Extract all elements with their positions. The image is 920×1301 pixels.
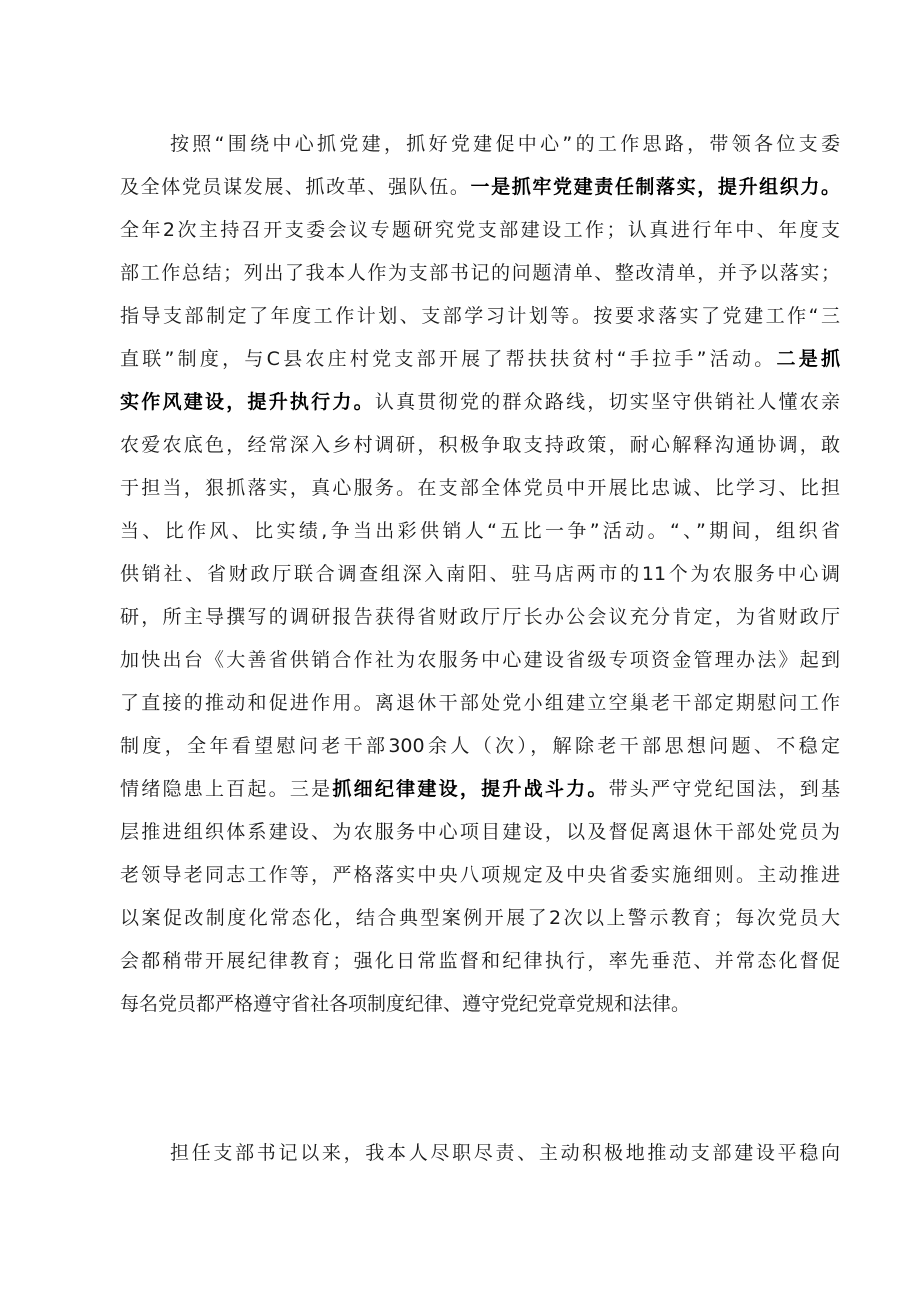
text-run: 了直接的推动和促进作用。离退休干部处党小组建立空巢老干部定期慰问工作	[120, 692, 840, 714]
paragraph-line	[120, 385, 840, 419]
paragraph-line	[120, 514, 840, 548]
bold-text-run: 抓细纪律建设，提升战斗力。	[332, 778, 609, 800]
paragraph-line	[120, 901, 840, 935]
text-run: 担任支部书记以来，我本人尽职尽责、主动积极地推动支部建设平稳向	[170, 1142, 840, 1164]
text-run: 加快出台《大善省供销合作社为农服务中心建设省级专项资金管理办法》起到	[120, 649, 840, 671]
paragraph-line	[120, 299, 840, 333]
paragraph-line	[120, 600, 840, 634]
text-run: 于担当，狠抓落实，真心服务。在支部全体党员中开展比忠诚、比学习、比担	[120, 477, 840, 499]
paragraph-line	[120, 342, 840, 376]
text-run: 带头严守党纪国法，到基	[608, 778, 840, 800]
paragraph-line	[120, 858, 840, 892]
text-run: 会都稍带开展纪律教育；强化日常监督和纪律执行，率先垂范、并常态化督促	[120, 950, 840, 972]
text-run: 当、比作风、比实绩,争当出彩供销人“五比一争”活动。“、”期间，组织省	[120, 520, 840, 542]
paragraph-line	[120, 256, 840, 290]
text-run: 及全体党员谋发展、抓改革、强队伍。	[120, 176, 471, 198]
text-run: 全年2次主持召开支委会议专题研究党支部建设工作；认真进行年中、年度支	[120, 219, 840, 241]
text-run: 制度，全年看望慰问老干部300余人（次），解除老干部思想问题、不稳定	[120, 735, 840, 757]
text-run: 研，所主导撰写的调研报告获得省财政厅厅长办公会议充分肯定，为省财政厅	[120, 606, 840, 628]
paragraph-line	[120, 686, 840, 720]
paragraph-line	[120, 170, 840, 204]
paragraph-line	[120, 729, 840, 763]
text-run: 指导支部制定了年度工作计划、支部学习计划等。按要求落实了党建工作“三	[120, 305, 840, 327]
text-run: 层推进组织体系建设、为农服务中心项目建设，以及督促离退休干部处党员为	[120, 821, 840, 843]
paragraph-line	[170, 1136, 840, 1170]
text-run: 每名党员都严格遵守省社各项制度纪律、遵守党纪党章党规和法律。	[120, 993, 691, 1015]
text-run: 情绪隐患上百起。三是	[120, 778, 333, 800]
paragraph-line	[120, 944, 840, 978]
bold-text-run: 二是抓	[776, 348, 840, 370]
bold-text-run: 实作风建设，提升执行力。	[120, 391, 375, 413]
text-run: 部工作总结；列出了我本人作为支部书记的问题清单、整改清单，并予以落实；	[120, 262, 840, 284]
paragraph-line	[120, 772, 840, 806]
paragraph-line	[120, 987, 840, 1021]
text-run: 供销社、省财政厅联合调查组深入南阳、驻马店两市的11个为农服务中心调	[120, 563, 840, 585]
paragraph-line	[170, 127, 840, 161]
paragraph-line	[120, 428, 840, 462]
paragraph-line	[120, 815, 840, 849]
text-run: 农爱农底色，经常深入乡村调研，积极争取支持政策，耐心解释沟通协调，敢	[120, 434, 840, 456]
text-run: 老领导老同志工作等，严格落实中央八项规定及中央省委实施细则。主动推进	[120, 864, 840, 886]
text-run: 认真贯彻党的群众路线，切实坚守供销社人懂农亲	[374, 391, 840, 413]
bold-text-run: 一是抓牢党建责任制落实，提升组织力。	[470, 176, 840, 198]
text-run: 以案促改制度化常态化，结合典型案例开展了2次以上警示教育；每次党员大	[120, 907, 840, 929]
paragraph-line	[120, 557, 840, 591]
paragraph-line	[120, 471, 840, 505]
paragraph-line	[120, 643, 840, 677]
text-run: 按照“围绕中心抓党建，抓好党建促中心”的工作思路，带领各位支委	[170, 133, 840, 155]
text-run: 直联”制度，与C县农庄村党支部开展了帮扶扶贫村“手拉手”活动。	[120, 348, 777, 370]
paragraph-line	[120, 213, 840, 247]
